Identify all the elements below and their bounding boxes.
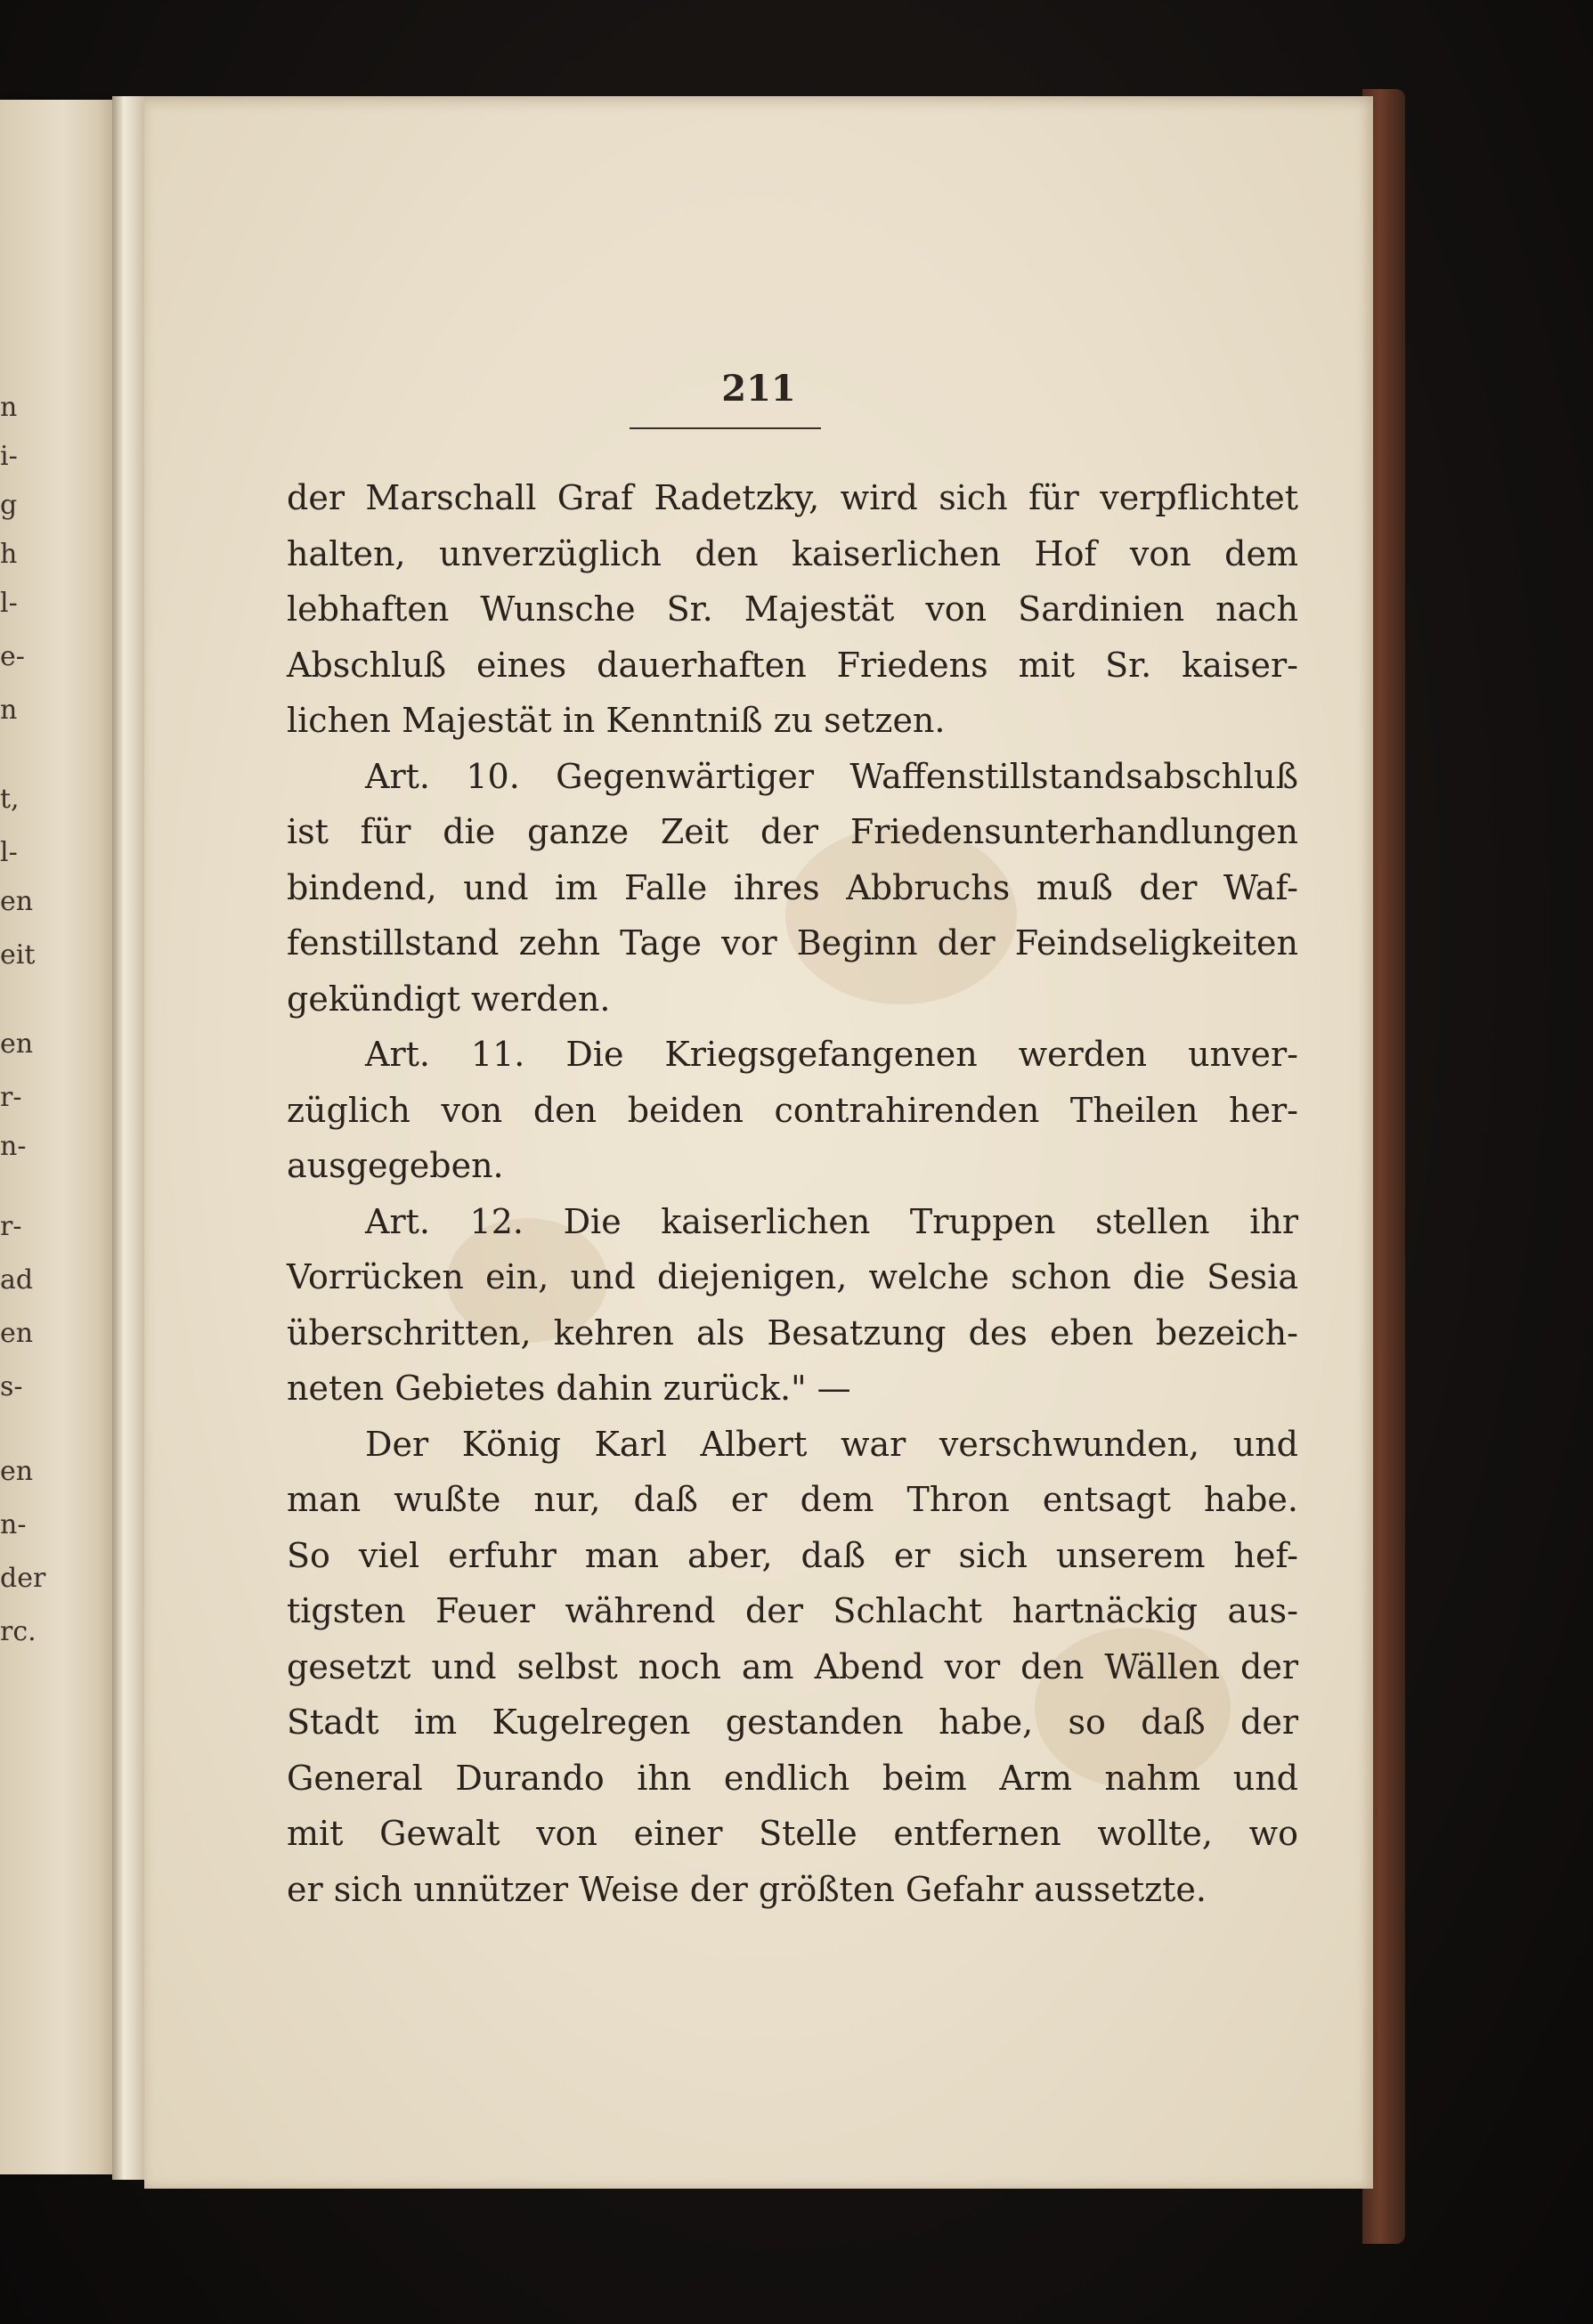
text-line: Der König Karl Albert war verschwunden, und — [365, 1424, 1298, 1464]
left-page-fragment: der — [0, 1563, 46, 1594]
text-line: lebhaften Wunsche Sr. Majestät von Sardinien nach — [287, 589, 1298, 629]
page-number: 211 — [721, 368, 796, 410]
left-page-text-fragments — [0, 100, 46, 2174]
left-page-fragment: en — [0, 1318, 34, 1349]
text-line: So viel erfuhr man aber, daß er sich unserem hef- — [287, 1535, 1298, 1575]
text-line: General Durando ihn endlich beim Arm nahm und — [287, 1758, 1298, 1798]
text-line: ausgegeben. — [287, 1146, 504, 1185]
text-line: ist für die ganze Zeit der Friedensunterhandlungen — [287, 812, 1298, 851]
text-line: züglich von den beiden contrahirenden Theilen her- — [287, 1090, 1298, 1130]
text-line: gesetzt und selbst noch am Abend vor den Wällen der — [287, 1646, 1298, 1686]
text-line: überschritten, kehren als Besatzung des eben bezeich- — [287, 1312, 1298, 1353]
text-line: mit Gewalt von einer Stelle entfernen wollte, wo — [287, 1814, 1298, 1853]
text-line: Art. 12. Die kaiserlichen Truppen stellen ihr — [365, 1201, 1298, 1241]
text-line: er sich unnützer Weise der größten Gefahr aussetzte. — [287, 1869, 1207, 1909]
text-line: bindend, und im Falle ihres Abbruchs muß der Waf- — [287, 867, 1298, 907]
left-page-fragment: en — [0, 1028, 34, 1060]
text-line: der Marschall Graf Radetzky, wird sich für verpflichtet — [287, 478, 1298, 517]
left-page-fragment: n — [0, 392, 18, 423]
header-rule — [630, 427, 821, 429]
left-page-fragment: n- — [0, 1131, 27, 1162]
text-line: gekündigt werden. — [287, 979, 611, 1019]
left-page-fragment: r- — [0, 1082, 22, 1113]
left-page-fragment: t, — [0, 784, 20, 815]
left-page-fragment: en — [0, 886, 34, 917]
text-line: fenstillstand zehn Tage vor Beginn der Feindseligkeiten — [287, 923, 1298, 963]
right-page — [144, 96, 1373, 2189]
text-line: Art. 10. Gegenwärtiger Waffenstillstandsabschluß — [365, 756, 1298, 796]
left-page-fragment: s- — [0, 1371, 23, 1402]
text-line: Vorrücken ein, und diejenigen, welche schon die Sesia — [287, 1257, 1298, 1296]
body-text — [287, 470, 1298, 1917]
left-page-fragment: g — [0, 490, 18, 521]
left-page-fragment: en — [0, 1456, 34, 1487]
left-page — [0, 100, 114, 2174]
left-page-fragment: n — [0, 695, 18, 726]
text-line: Stadt im Kugelregen gestanden habe, so daß der — [287, 1702, 1298, 1742]
text-line: neten Gebietes dahin zurück." — — [287, 1369, 851, 1408]
left-page-fragment: h — [0, 539, 18, 570]
left-page-fragment: eit — [0, 939, 36, 971]
text-line: lichen Majestät in Kenntniß zu setzen. — [287, 701, 946, 740]
left-page-fragment: l- — [0, 588, 18, 619]
left-page-fragment: rc. — [0, 1616, 37, 1647]
page-gutter — [112, 96, 146, 2180]
text-line: tigsten Feuer während der Schlacht hartnäckig aus- — [287, 1591, 1298, 1630]
left-page-fragment: r- — [0, 1211, 22, 1242]
left-page-fragment: n- — [0, 1509, 27, 1540]
left-page-fragment: e- — [0, 641, 25, 672]
left-page-fragment: l- — [0, 837, 18, 868]
left-page-fragment: i- — [0, 441, 18, 472]
text-line: Abschluß eines dauerhaften Friedens mit Sr. kaiser- — [287, 645, 1298, 685]
left-page-fragment: ad — [0, 1264, 34, 1296]
text-line: man wußte nur, daß er dem Thron entsagt habe. — [287, 1480, 1298, 1519]
text-line: Art. 11. Die Kriegsgefangenen werden unver- — [365, 1035, 1298, 1074]
text-line: halten, unverzüglich den kaiserlichen Hof von dem — [287, 533, 1298, 573]
